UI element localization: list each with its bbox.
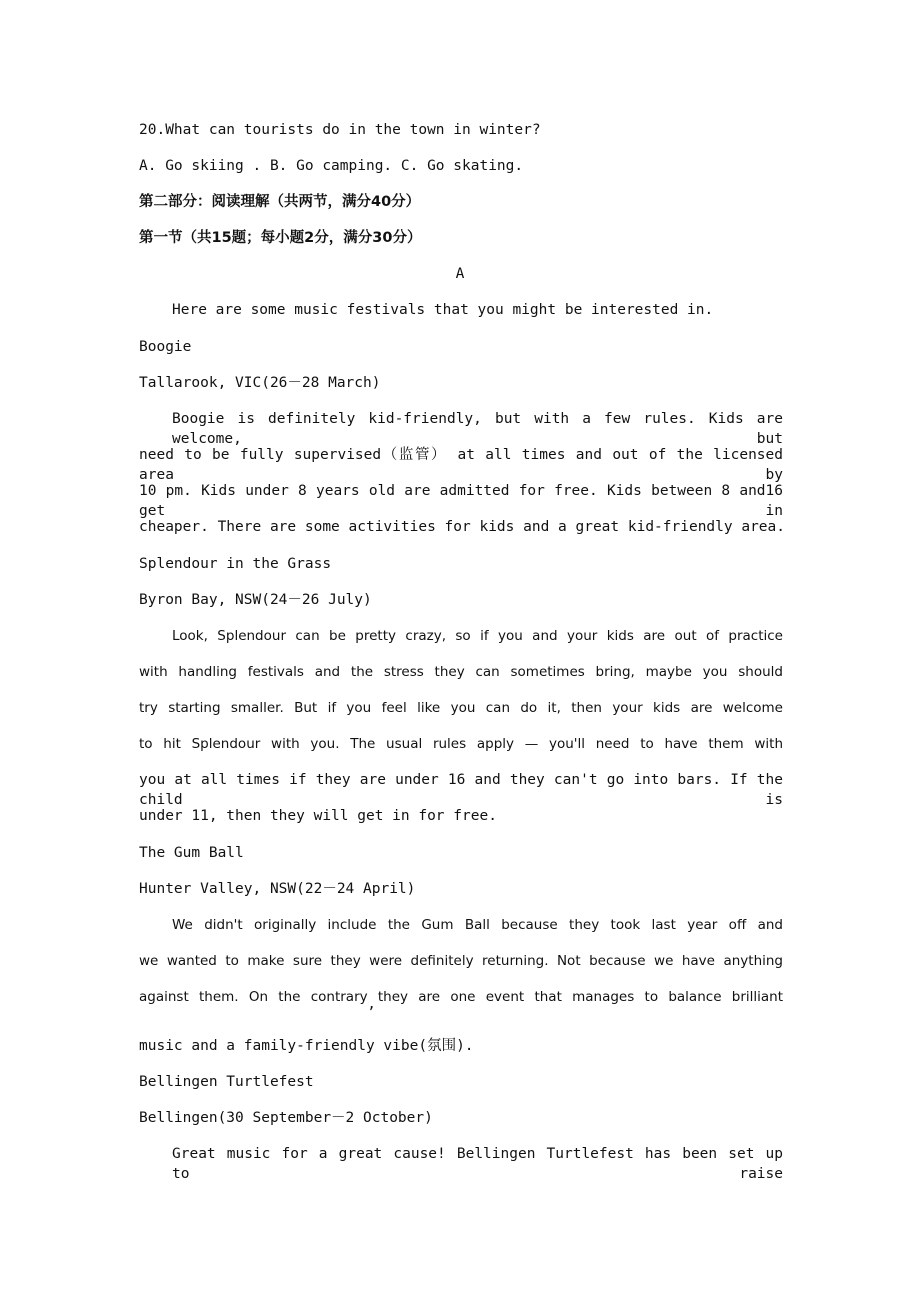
- festival-location: Tallarook, VIC(26－28 March): [139, 375, 381, 391]
- festival-name: Bellingen Turtlefest: [139, 1074, 314, 1090]
- festival-text-line: need to be fully supervised（监管） at all times and out of the licensed area by: [139, 447, 783, 483]
- festival-location: Byron Bay, NSW(24－26 July): [139, 592, 372, 608]
- festival-text-line: try starting smaller. But if you feel like you can do it, then your kids are welcome: [139, 700, 783, 716]
- festival-text-line: 10 pm. Kids under 8 years old are admitted for free. Kids between 8 and16 get in: [139, 483, 783, 519]
- festival-text-line: with handling festivals and the stress they can sometimes bring, maybe you should: [139, 664, 783, 680]
- festival-text-line: we wanted to make sure they were definitely returning. Not because we have anything: [139, 953, 783, 969]
- festival-location: Bellingen(30 September－2 October): [139, 1110, 433, 1126]
- festival-text-line: to hit Splendour with you. The usual rules apply — you'll need to have them with: [139, 736, 783, 752]
- section-header: 第一节（共15题；每小题2分，满分30分）: [139, 230, 422, 246]
- festival-text-line: Look, Splendour can be pretty crazy, so if you and your kids are out of practice: [172, 628, 783, 644]
- festival-text-line: music and a family-friendly vibe(氛围).: [139, 1038, 474, 1054]
- festival-text-line: cheaper. There are some activities for kids and a great kid-friendly area.: [139, 519, 786, 535]
- passage-intro: Here are some music festivals that you might be interested in.: [172, 302, 714, 318]
- festival-text-line: under 11, then they will get in for free.: [139, 808, 497, 824]
- part-header: 第二部分：阅读理解（共两节，满分40分）: [139, 194, 421, 210]
- festival-text-line: against them. On the contrary they are one event that manages to balance brilliant: [139, 989, 783, 1005]
- festival-text-line: Great music for a great cause! Bellingen Turtlefest has been set up to raise: [172, 1146, 783, 1182]
- festival-name: Splendour in the Grass: [139, 556, 332, 572]
- question-options: A. Go skiing . B. Go camping. C. Go skating.: [139, 158, 524, 174]
- festival-text-line: Boogie is definitely kid-friendly, but with a few rules. Kids are welcome, but: [172, 411, 783, 447]
- question-stem: 20.What can tourists do in the town in winter?: [139, 122, 541, 138]
- festival-text-line: you at all times if they are under 16 and they can't go into bars. If the child is: [139, 772, 783, 808]
- festival-location: Hunter Valley, NSW(22－24 April): [139, 881, 416, 897]
- stray-comma-mark: ’: [367, 1005, 376, 1021]
- passage-label: A: [455, 266, 465, 282]
- festival-text-line: We didn't originally include the Gum Ball because they took last year off and: [172, 917, 783, 933]
- festival-name: The Gum Ball: [139, 845, 244, 861]
- festival-name: Boogie: [139, 339, 192, 355]
